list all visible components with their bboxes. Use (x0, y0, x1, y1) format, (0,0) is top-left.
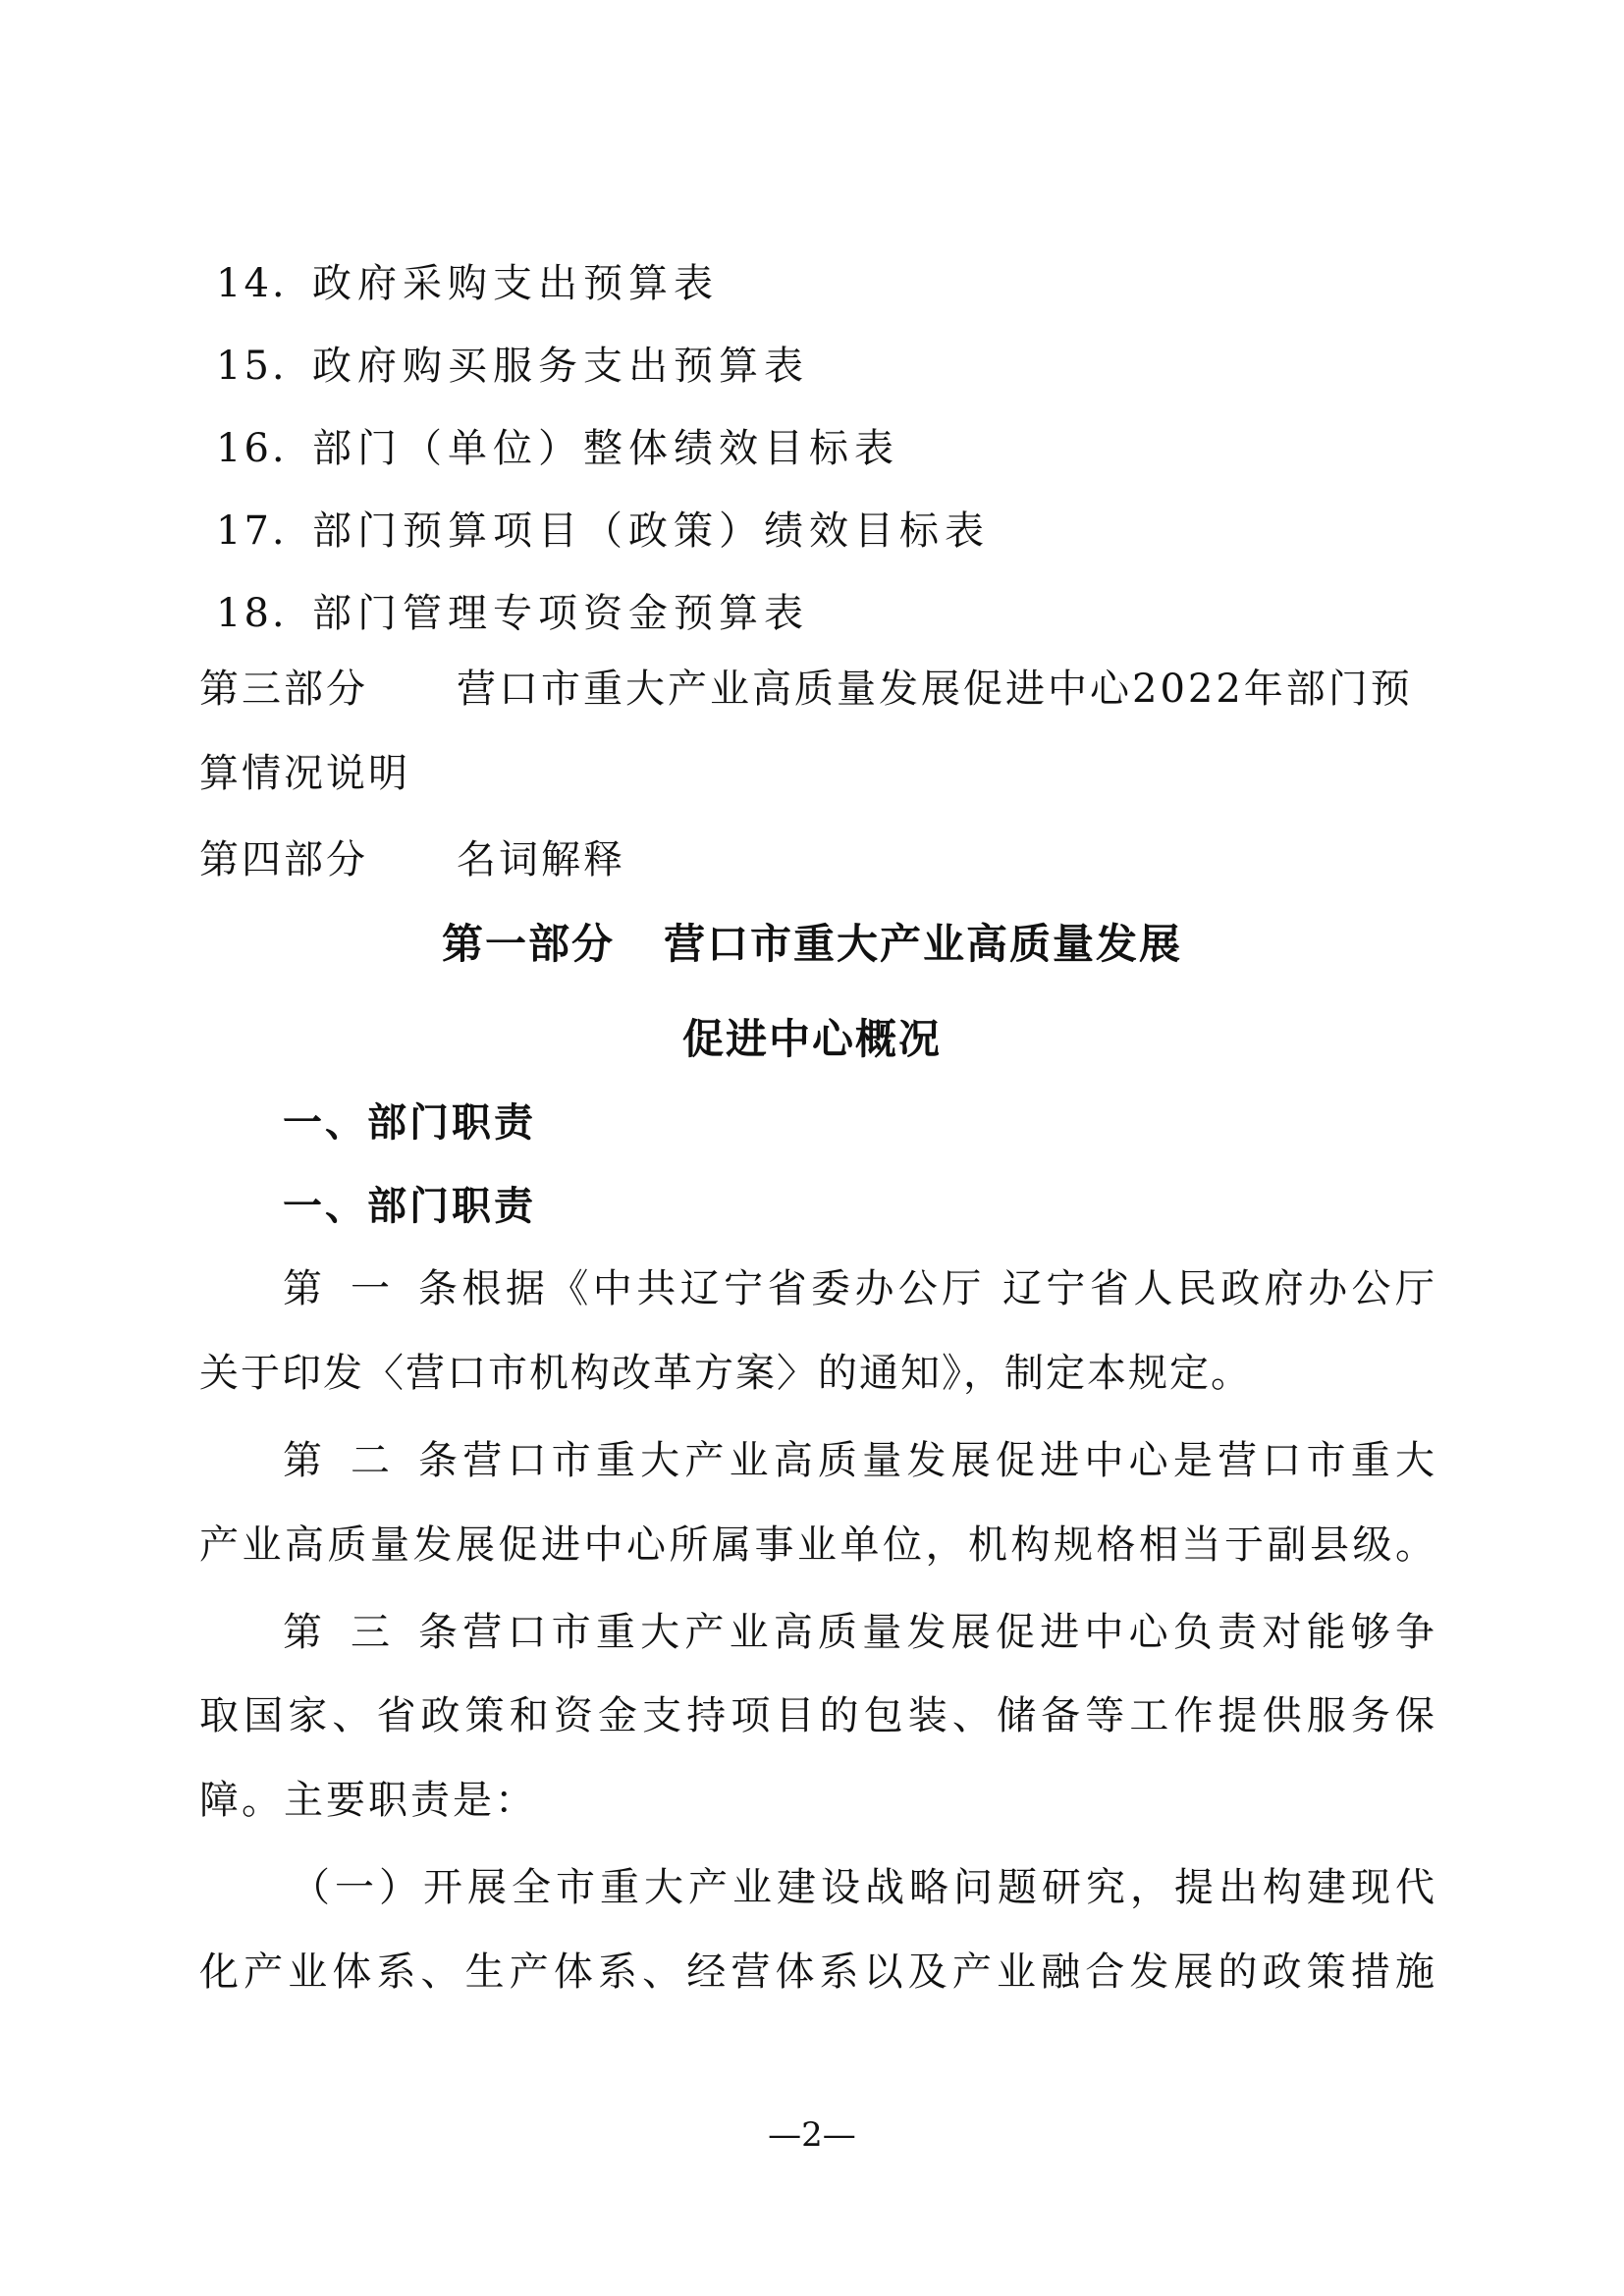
part1-heading-cont: 促进中心概况 (681, 1015, 942, 1063)
article-2-line1 (283, 1435, 1436, 1486)
article-1-text: 根据《中共辽宁省委办公厅 辽宁省人民政府办公厅 (460, 1266, 1436, 1311)
page-number: —2— (768, 2115, 856, 2155)
toc-part3 (199, 664, 1436, 715)
toc-part4-label: 第四部分 (199, 837, 368, 882)
part1-heading-label: 第一部分 (441, 920, 615, 968)
article-3-line2: 取国家、省政策和资金支持项目的包装、储备等工作提供服务保 (199, 1693, 1436, 1738)
article-3-line1 (283, 1607, 1436, 1658)
toc-part4 (199, 834, 1436, 885)
article-2-line2: 产业高质量发展促进中心所属事业单位，机构规格相当于副县级。 (199, 1522, 1436, 1568)
article-3-line3: 障。主要职责是： (199, 1778, 537, 1823)
article-1-line2: 关于印发〈营口市机构改革方案〉的通知》，制定本规定。 (199, 1351, 1252, 1396)
toc-item-18 (199, 588, 1436, 639)
toc-item-number: 17. (216, 508, 288, 554)
section-heading: 一、部门职责 (283, 1100, 536, 1146)
toc-item-17 (199, 506, 1436, 557)
toc-item-14 (199, 258, 1436, 309)
article-1-line1 (283, 1263, 1436, 1314)
toc-item-label: 部门管理专项资金预算表 (312, 591, 809, 636)
part1-heading-title: 营口市重大产业高质量发展 (664, 920, 1183, 968)
toc-item-label: 政府购买服务支出预算表 (312, 344, 809, 389)
toc-item-label: 部门预算项目（政策）绩效目标表 (312, 508, 990, 554)
duty-1-line1: （一）开展全市重大产业建设战略问题研究，提出构建现代 (291, 1865, 1436, 1910)
article-3-text: 营口市重大产业高质量发展促进中心负责对能够争 (460, 1610, 1436, 1655)
part1-heading (0, 918, 1624, 971)
article-3-label: 第三条 (283, 1610, 460, 1655)
toc-part4-title: 名词解释 (457, 837, 625, 882)
toc-item-16 (199, 423, 1436, 474)
toc-item-label: 政府采购支出预算表 (312, 261, 719, 306)
article-1-label: 第一条 (283, 1266, 460, 1311)
toc-part3-title-cont: 算情况说明 (199, 751, 410, 796)
article-2-label: 第二条 (283, 1438, 460, 1483)
toc-part3-title: 营口市重大产业高质量发展促进中心2022年部门预 (457, 667, 1413, 712)
toc-part3-label: 第三部分 (199, 667, 368, 712)
toc-item-15 (199, 341, 1436, 392)
section-heading: 一、部门职责 (283, 1184, 536, 1229)
toc-item-label: 部门（单位）整体绩效目标表 (312, 426, 899, 471)
toc-item-number: 15. (216, 344, 288, 389)
duty-1-line2: 化产业体系、生产体系、经营体系以及产业融合发展的政策措施 (199, 1949, 1436, 1995)
article-2-text: 营口市重大产业高质量发展促进中心是营口市重大 (460, 1438, 1436, 1483)
toc-item-number: 16. (216, 426, 288, 471)
toc-item-number: 14. (216, 261, 288, 306)
toc-item-number: 18. (216, 591, 288, 636)
